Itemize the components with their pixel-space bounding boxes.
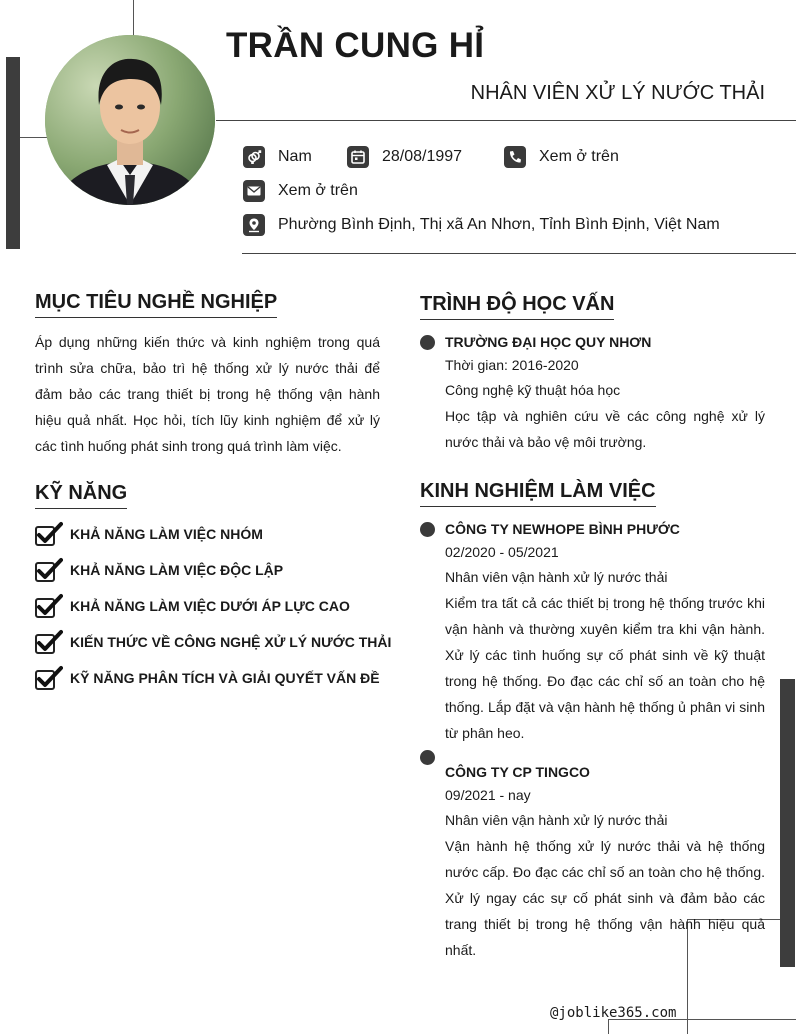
right-accent-bar [780, 679, 795, 967]
timeline-dot [420, 335, 435, 350]
company-name: CÔNG TY CP TINGCO [445, 764, 590, 780]
job-role: Nhân viên vận hành xử lý nước thải [445, 569, 668, 585]
skill-label: KHẢ NĂNG LÀM VIỆC DƯỚI ÁP LỰC CAO [70, 598, 350, 614]
job-period: 02/2020 - 05/2021 [445, 544, 559, 560]
skill-item [35, 665, 380, 691]
contact-email [243, 180, 358, 202]
education-time: Thời gian: 2016-2020 [445, 357, 579, 373]
email-icon [243, 180, 265, 202]
education-major: Công nghệ kỹ thuật hóa học [445, 382, 621, 398]
decor-line [133, 0, 134, 40]
gender-value: Nam [278, 148, 312, 165]
skill-label: KHẢ NĂNG LÀM VIỆC ĐỘC LẬP [70, 562, 284, 578]
job-period: 09/2021 - nay [445, 787, 531, 803]
education-description: Học tập và nghiên cứu về các công nghệ xử lý nước thải và bảo vệ môi trường. [445, 408, 765, 450]
school-name: TRƯỜNG ĐẠI HỌC QUY NHƠN [445, 334, 652, 350]
job-description: Kiểm tra tất cả các thiết bị trong hệ thống trước khi vận hành và thường xuyên kiểm tra khi vận hành. Xử lý các tình huống sự cố phát sinh về kỹ thuật trong hệ thống. Đo đạc các chỉ số an toàn cho hệ thống. Lắp đặt và vận hành hệ thống ủ phân vi sinh từ phân heo. [445, 595, 765, 741]
skills-title: KỸ NĂNG [35, 482, 127, 509]
checkbox-checked-icon [35, 629, 63, 655]
decor-line [20, 137, 48, 138]
objective-text: Áp dụng những kiến thức và kinh nghiệm trong quá trình sửa chữa, bảo trì hệ thống xử lý nước thải để đảm bảo các trang thiết bị trong hệ thống vận hành hiệu quả nhất. Học hỏi, tích lũy kinh nghiệm để xử lý các tình huống phát sinh trong quá trình làm việc. [35, 334, 380, 454]
decor-line [608, 1019, 609, 1034]
checkbox-checked-icon [35, 593, 63, 619]
calendar-icon [347, 146, 369, 168]
address-value: Phường Bình Định, Thị xã An Nhơn, Tỉnh Bình Định, Việt Nam [278, 216, 720, 233]
phone-icon [504, 146, 526, 168]
checkbox-checked-icon [35, 521, 63, 547]
checkbox-checked-icon [35, 665, 63, 691]
education-title: TRÌNH ĐỘ HỌC VẤN [420, 293, 614, 320]
skill-item [35, 629, 391, 655]
left-accent-bar [6, 57, 20, 249]
email-value: Xem ở trên [278, 182, 358, 199]
phone-value: Xem ở trên [539, 148, 619, 165]
contact-phone [504, 146, 619, 168]
timeline-dot [420, 750, 435, 765]
location-icon [243, 214, 265, 236]
candidate-name: TRẦN CUNG HỈ [226, 26, 485, 65]
avatar [45, 35, 215, 205]
job-role: Nhân viên vận hành xử lý nước thải [445, 812, 668, 828]
gender-icon [243, 146, 265, 168]
watermark: @joblike365.com [550, 1005, 677, 1021]
checkbox-checked-icon [35, 557, 63, 583]
skill-label: KIẾN THỨC VỀ CÔNG NGHỆ XỬ LÝ NƯỚC THẢI [70, 634, 392, 650]
contact-address [243, 214, 720, 236]
contact-gender [243, 146, 312, 168]
birthday-value: 28/08/1997 [382, 148, 463, 165]
skill-item [35, 593, 350, 619]
job-description: Vận hành hệ thống xử lý nước thải và hệ thống nước cấp. Đo đạc các chỉ số an toàn cho hệ thống. Xử lý ngay các sự cố phát sinh và đảm bảo các trang thiết bị trong hệ thống vận hành hiệu quả nhất. [445, 838, 765, 958]
job-title: NHÂN VIÊN XỬ LÝ NƯỚC THẢI [470, 82, 765, 104]
timeline-dot [420, 522, 435, 537]
company-name: CÔNG TY NEWHOPE BÌNH PHƯỚC [445, 521, 680, 537]
skill-label: KỸ NĂNG PHÂN TÍCH VÀ GIẢI QUYẾT VẤN ĐỀ [70, 670, 380, 686]
contact-divider [242, 253, 796, 254]
header-divider [216, 120, 796, 121]
skill-item [35, 521, 263, 547]
skill-item [35, 557, 283, 583]
objective-title: MỤC TIÊU NGHỀ NGHIỆP [35, 291, 277, 318]
experience-title: KINH NGHIỆM LÀM VIỆC [420, 480, 656, 507]
skill-label: KHẢ NĂNG LÀM VIỆC NHÓM [70, 526, 263, 542]
contact-birthday [347, 146, 462, 168]
